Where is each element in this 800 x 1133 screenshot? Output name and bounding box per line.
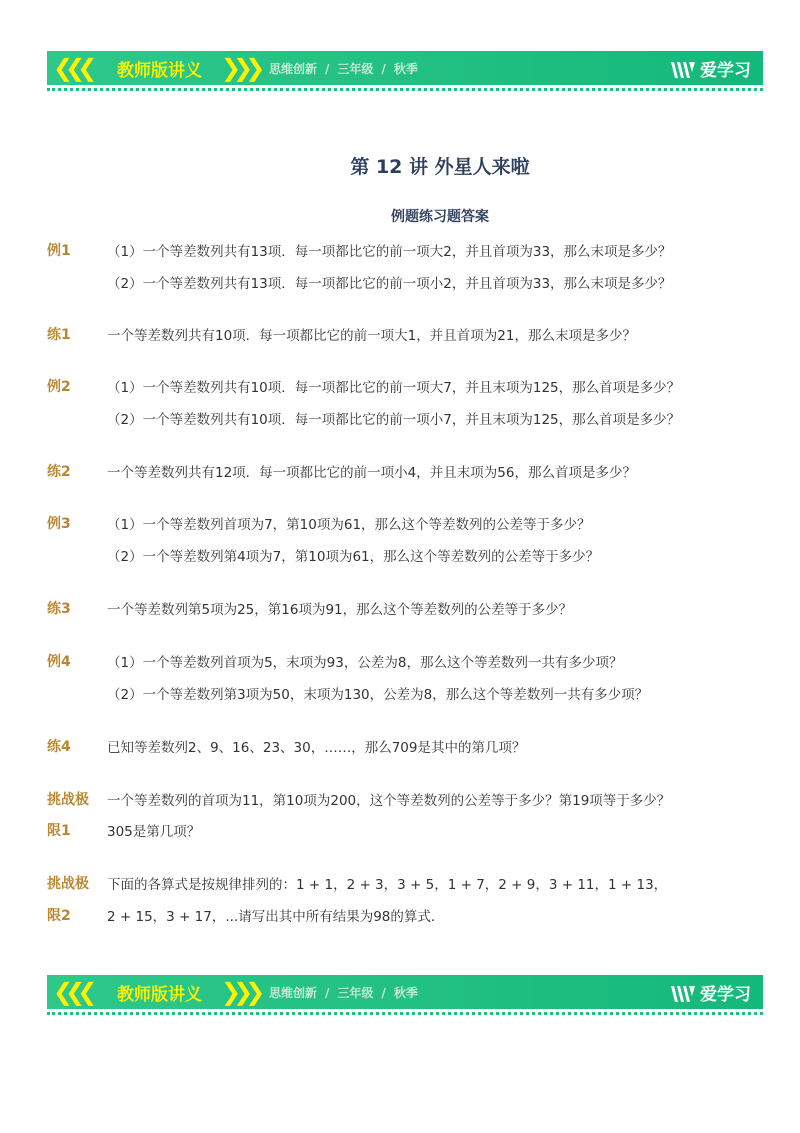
problem-line: （2）一个等差数列共有10项．每一项都比它的前一项小7，并且末项为125，那么首项是多少？ [107, 412, 681, 428]
logo [670, 980, 751, 1005]
logo-text: 爱学习 [700, 61, 751, 81]
problem-line: 一个等差数列共有10项．每一项都比它的前一项大1，并且首项为21，那么末项是多少？ [107, 328, 636, 344]
problem-tag: 练1 [47, 327, 71, 343]
logo-icon [670, 60, 696, 80]
problem-tag: 挑战极 [47, 792, 89, 808]
problem-line: （1）一个等差数列共有13项．每一项都比它的前一项大2，并且首项为33，那么末项是多少？ [107, 244, 672, 260]
logo-icon [670, 984, 696, 1004]
problem-tag: 例2 [47, 379, 71, 395]
problem-line: 305是第几项？ [107, 824, 201, 840]
crumb-2: 三年级 [337, 62, 374, 76]
breadcrumb [269, 60, 418, 77]
problem-line: （1）一个等差数列共有10项．每一项都比它的前一项大7，并且末项为125，那么首项是多少？ [107, 380, 681, 396]
header-banner [47, 51, 763, 85]
logo [670, 56, 751, 81]
problem-line: 一个等差数列共有12项．每一项都比它的前一项小4，并且末项为56，那么首项是多少？ [107, 465, 636, 481]
crumb-separator: / [325, 62, 330, 76]
problem-line: （2）一个等差数列第4项为7，第10项为61，那么这个等差数列的公差等于多少？ [107, 549, 600, 565]
problem-tag: 练4 [47, 739, 71, 755]
problem-tag: 练3 [47, 601, 71, 617]
problem-tag-2: 限2 [47, 908, 71, 924]
crumb-separator: / [381, 62, 386, 76]
problem-line: 2 + 15，3 + 17，...请写出其中所有结果为98的算式． [107, 909, 445, 925]
logo-text: 爱学习 [700, 985, 751, 1005]
chevron-left-icon: ❮❮❮ [53, 978, 90, 1006]
brand-label: 教师版讲义 [117, 985, 202, 1005]
footer-banner [47, 975, 763, 1009]
crumb-1: 思维创新 [269, 986, 318, 1000]
problem-tag: 例3 [47, 516, 71, 532]
header-divider [47, 88, 763, 91]
problem-line: 一个等差数列第5项为25，第16项为91，那么这个等差数列的公差等于多少？ [107, 602, 573, 618]
page-subtitle: 例题练习题答案 [391, 209, 489, 225]
crumb-2: 三年级 [337, 986, 374, 1000]
problem-tag: 挑战极 [47, 876, 89, 892]
chevron-right-icon: ❯❯❯ [221, 54, 258, 82]
breadcrumb [269, 984, 418, 1001]
problem-line: （2）一个等差数列共有13项．每一项都比它的前一项小2，并且首项为33，那么末项是多少？ [107, 276, 672, 292]
problem-line: （2）一个等差数列第3项为50，末项为130，公差为8，那么这个等差数列一共有多少项？ [107, 687, 649, 703]
problem-line: （1）一个等差数列首项为7，第10项为61，那么这个等差数列的公差等于多少？ [107, 517, 591, 533]
crumb-3: 秋季 [393, 62, 418, 76]
problem-tag: 例4 [47, 654, 71, 670]
crumb-separator: / [325, 986, 330, 1000]
problem-tag-2: 限1 [47, 823, 71, 839]
chevron-left-icon: ❮❮❮ [53, 54, 90, 82]
problem-line: 一个等差数列的首项为11，第10项为200，这个等差数列的公差等于多少？第19项等于多少？ [107, 793, 671, 809]
problem-line: （1）一个等差数列首项为5，末项为93，公差为8，那么这个等差数列一共有多少项？ [107, 655, 623, 671]
footer-divider [47, 1012, 763, 1015]
chevron-right-icon: ❯❯❯ [221, 978, 258, 1006]
crumb-1: 思维创新 [269, 62, 318, 76]
problem-line: 已知等差数列2、9、16、23、30，……，那么709是其中的第几项？ [107, 740, 526, 756]
crumb-3: 秋季 [393, 986, 418, 1000]
crumb-separator: / [381, 986, 386, 1000]
problem-tag: 例1 [47, 243, 71, 259]
brand-label: 教师版讲义 [117, 61, 202, 81]
page-title: 第 12 讲 外星人来啦 [350, 156, 530, 178]
problem-line: 下面的各算式是按规律排列的：1 + 1，2 + 3，3 + 5，1 + 7，2 + 9，3 + 11，1 + 13， [107, 877, 668, 893]
problem-tag: 练2 [47, 464, 71, 480]
